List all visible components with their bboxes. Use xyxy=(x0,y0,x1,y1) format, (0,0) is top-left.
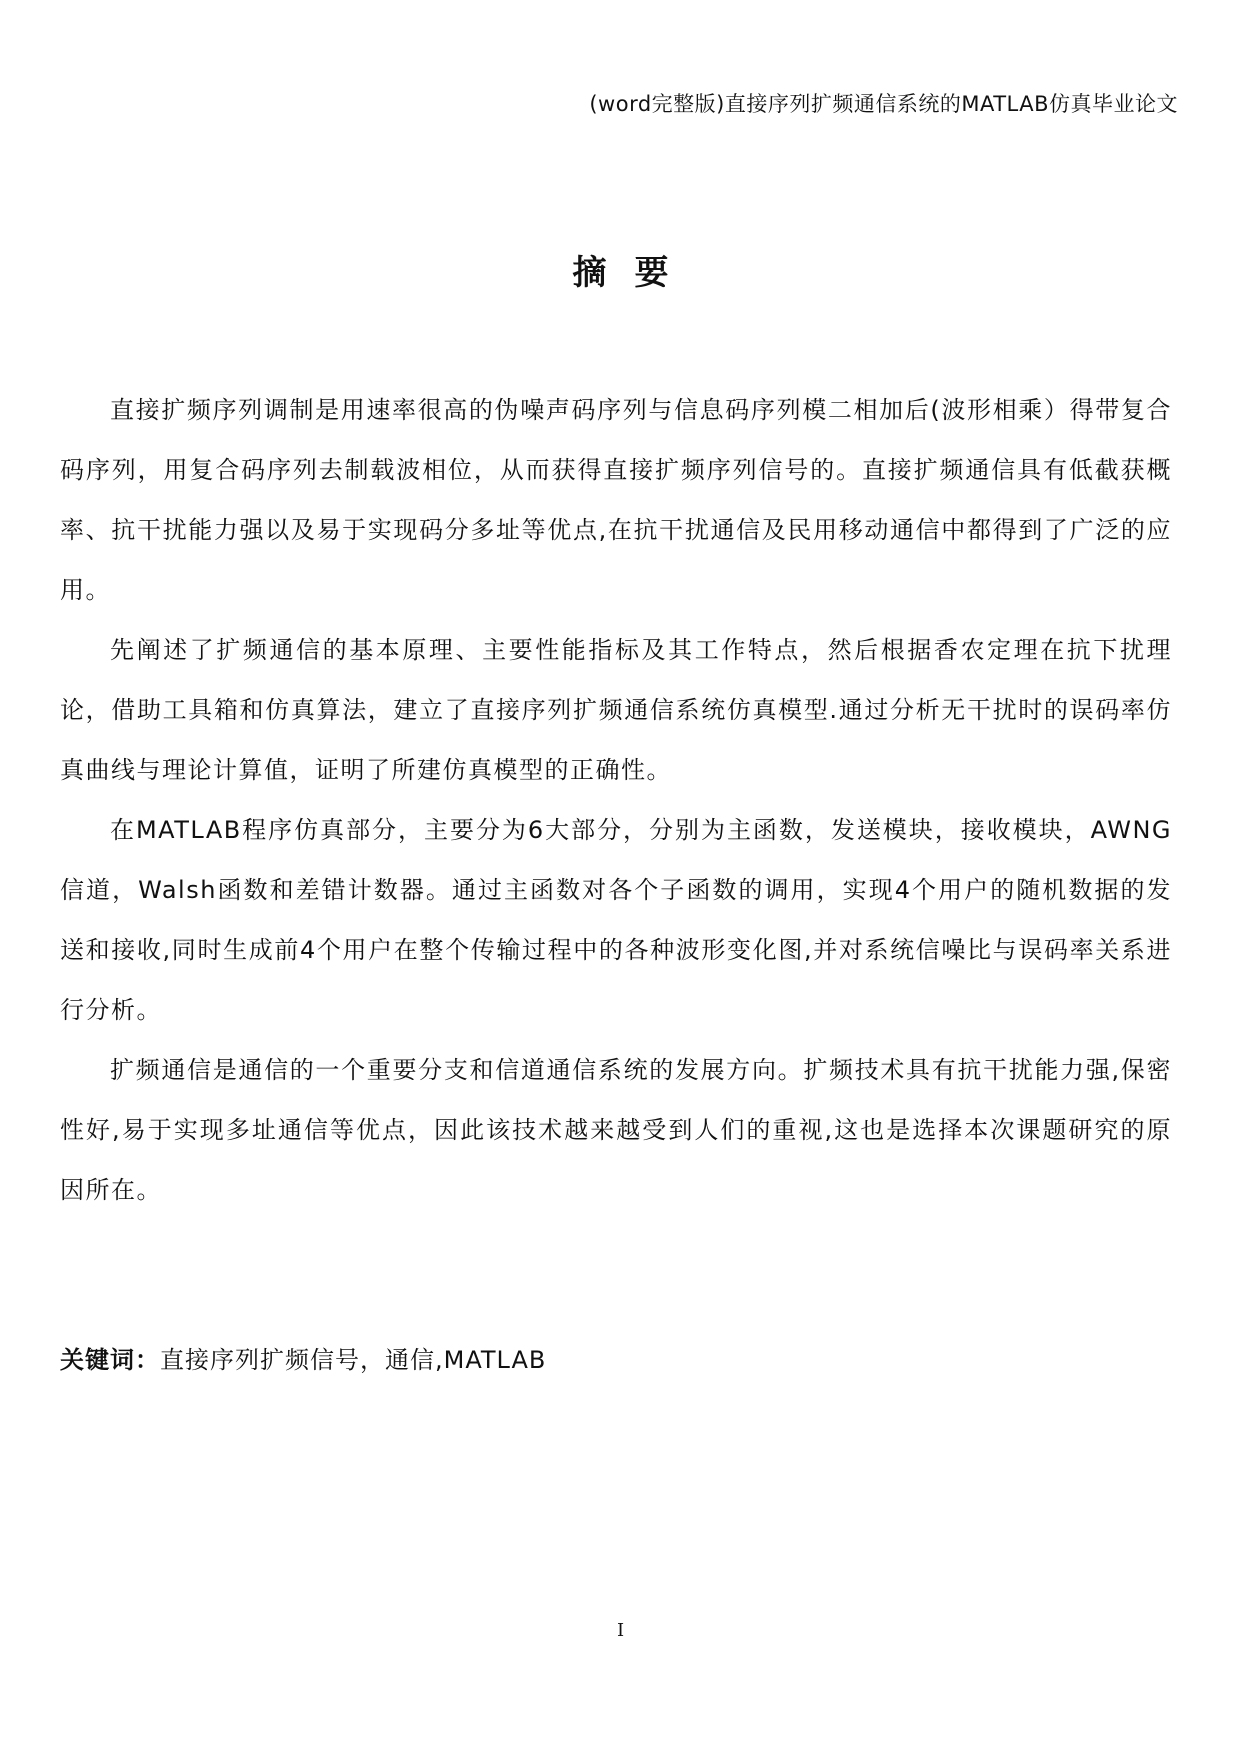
abstract-paragraph: 先阐述了扩频通信的基本原理、主要性能指标及其工作特点，然后根据香农定理在抗下扰理论，借助工具箱和仿真算法，建立了直接序列扩频通信系统仿真模型.通过分析无干扰时的误码率仿真曲线与理论计算值，证明了所建仿真模型的正确性。 xyxy=(60,636,1172,784)
abstract-paragraph: 扩频通信是通信的一个重要分支和信道通信系统的发展方向。扩频技术具有抗干扰能力强,保密性好,易于实现多址通信等优点，因此该技术越来越受到人们的重视,这也是选择本次课题研究的原因所在。 xyxy=(60,1056,1172,1204)
running-header: (word完整版)直接序列扩频通信系统的MATLAB仿真毕业论文 xyxy=(589,92,1178,116)
abstract-paragraph: 直接扩频序列调制是用速率很高的伪噪声码序列与信息码序列模二相加后(波形相乘）得带复合码序列，用复合码序列去制载波相位，从而获得直接扩频序列信号的。直接扩频通信具有低截获概率、抗干扰能力强以及易于实现码分多址等优点,在抗干扰通信及民用移动通信中都得到了广泛的应用。 xyxy=(60,396,1172,604)
abstract-paragraph: 在MATLAB程序仿真部分，主要分为6大部分，分别为主函数，发送模块，接收模块，AWNG信道，Walsh函数和差错计数器。通过主函数对各个子函数的调用，实现4个用户的随机数据的发送和接收,同时生成前4个用户在整个传输过程中的各种波形变化图,并对系统信噪比与误码率关系进行分析。 xyxy=(60,816,1172,1024)
page-number: I xyxy=(616,1620,625,1641)
keywords-line xyxy=(60,1340,546,1375)
keywords-label: 关键词： xyxy=(60,1346,160,1374)
abstract-body xyxy=(60,380,1172,1220)
keywords-value: 直接序列扩频信号，通信,MATLAB xyxy=(160,1346,547,1374)
page-title: 摘要 xyxy=(572,252,697,293)
